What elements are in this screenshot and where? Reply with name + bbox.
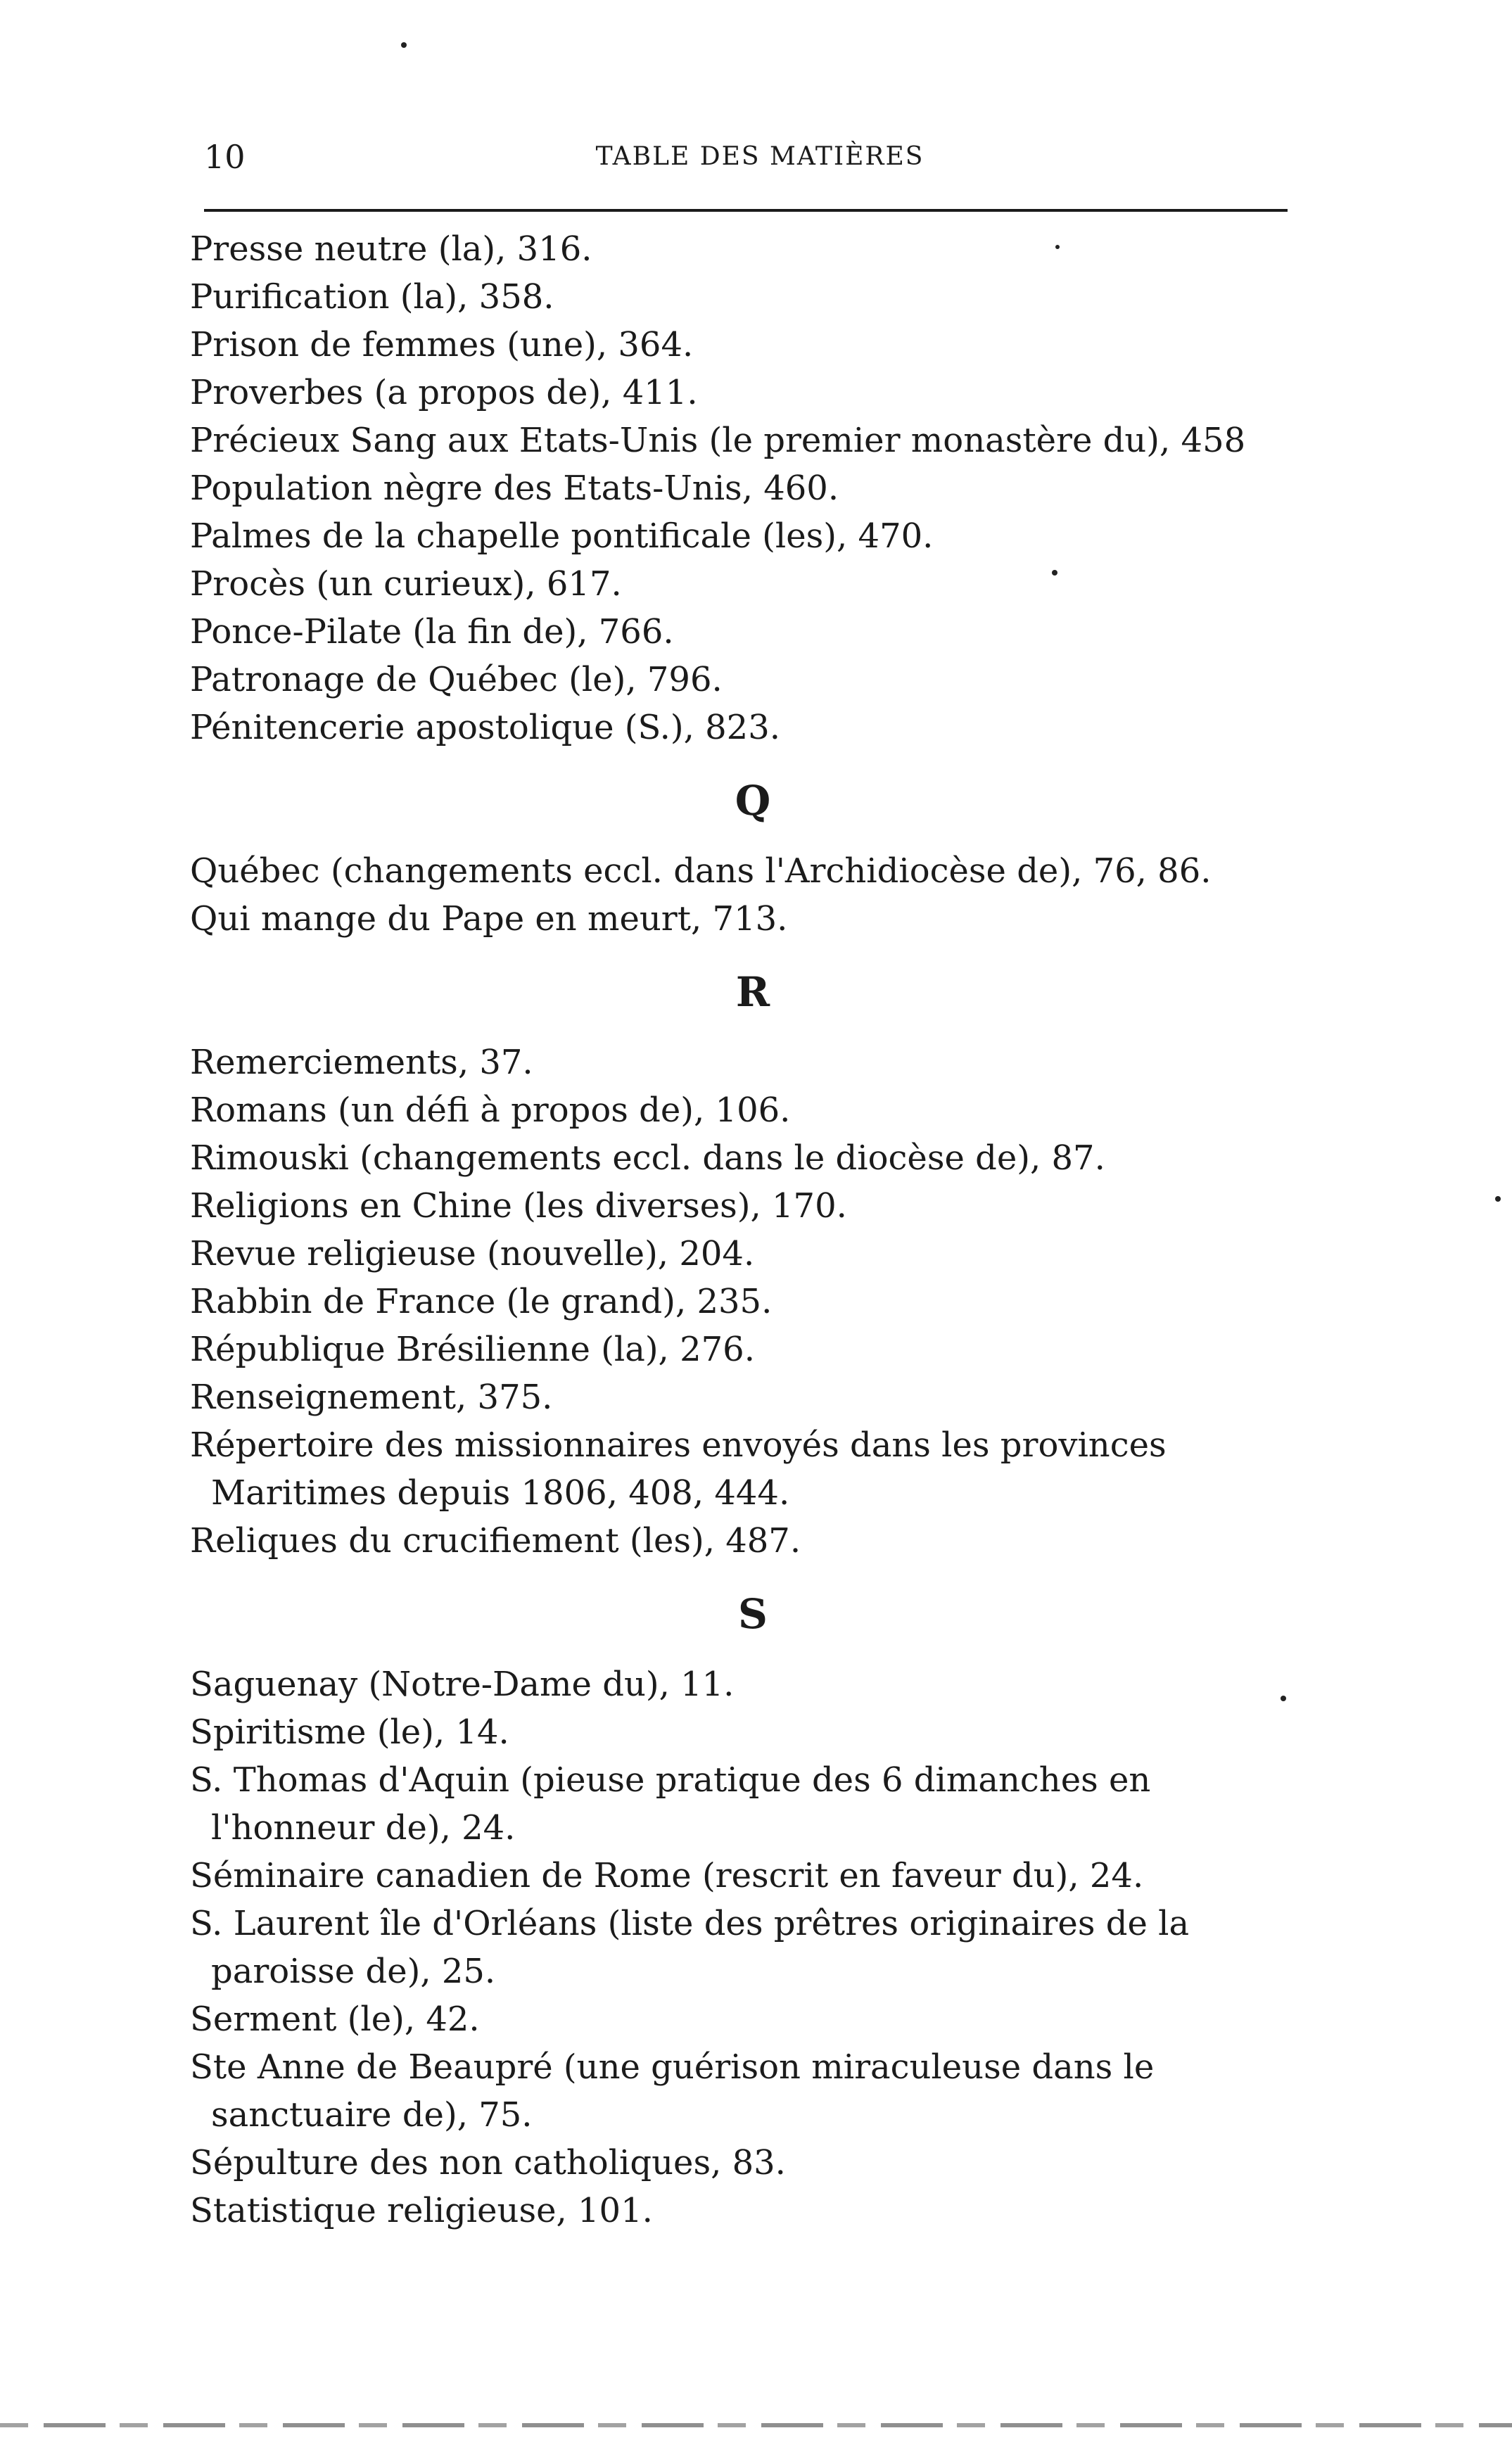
header-rule	[204, 209, 1288, 212]
index-entry: Procès (un curieux), 617.	[190, 564, 622, 604]
index-entry: S. Laurent île d'Orléans (liste des prêtres originaires de la paroisse de), 25.	[190, 1904, 1190, 1991]
index-entry: Population nègre des Etats-Unis, 460.	[190, 469, 839, 508]
index-entry: Statistique religieuse, 101.	[190, 2191, 653, 2230]
index-entry: Religions en Chine (les diverses), 170.	[190, 1186, 847, 1226]
speck	[1281, 1696, 1286, 1701]
scan-edge-noise	[0, 2423, 1512, 2427]
speck	[1052, 570, 1057, 576]
index-entry: Renseignement, 375.	[190, 1378, 553, 1417]
index-entry: Purification (la), 358.	[190, 277, 554, 317]
index-entry: République Brésilienne (la), 276.	[190, 1330, 755, 1369]
index-entry: Reliques du crucifiement (les), 487.	[190, 1521, 801, 1561]
index-entry: Répertoire des missionnaires envoyés dans les provinces Maritimes depuis 1806, 408, 444.	[190, 1425, 1167, 1513]
index-entry: Remerciements, 37.	[190, 1043, 533, 1082]
section-letter-q: Q	[735, 777, 771, 825]
running-title: TABLE DES MATIÈRES	[595, 142, 925, 171]
index-entry: Proverbes (a propos de), 411.	[190, 373, 698, 412]
index-entry: Rabbin de France (le grand), 235.	[190, 1282, 773, 1321]
section-p	[190, 225, 1316, 751]
section-q	[190, 765, 1316, 943]
index-entry: Sépulture des non catholiques, 83.	[190, 2143, 786, 2182]
speck	[401, 42, 407, 48]
section-s	[190, 1579, 1316, 2235]
index-entry: Québec (changements eccl. dans l'Archidiocèse de), 76, 86.	[190, 851, 1212, 891]
speck	[1495, 1196, 1501, 1202]
index-entry: Palmes de la chapelle pontificale (les), 470.	[190, 516, 934, 556]
index-entry: S. Thomas d'Aquin (pieuse pratique des 6 dimanches en l'honneur de), 24.	[190, 1760, 1151, 1848]
index-entry: Ste Anne de Beaupré (une guérison miraculeuse dans le sanctuaire de), 75.	[190, 2047, 1155, 2135]
section-r	[190, 957, 1316, 1565]
index-entry: Prison de femmes (une), 364.	[190, 325, 694, 364]
index-entry: Qui mange du Pape en meurt, 713.	[190, 899, 788, 939]
speck	[1055, 245, 1060, 249]
index-entry: Pénitencerie apostolique (S.), 823.	[190, 708, 781, 747]
index-entry: Romans (un défi à propos de), 106.	[190, 1091, 791, 1130]
index-entry: Revue religieuse (nouvelle), 204.	[190, 1234, 755, 1273]
page-header	[204, 132, 1288, 182]
section-letter-r: R	[735, 968, 770, 1016]
page-number: 10	[204, 138, 246, 176]
index-entry: Séminaire canadien de Rome (rescrit en faveur du), 24.	[190, 1856, 1144, 1895]
index-entry: Spiritisme (le), 14.	[190, 1713, 509, 1752]
index-list	[190, 225, 1316, 2235]
index-entry: Saguenay (Notre-Dame du), 11.	[190, 1665, 735, 1704]
section-letter-s: S	[738, 1590, 768, 1638]
index-entry: Presse neutre (la), 316.	[190, 229, 592, 269]
index-entry: Rimouski (changements eccl. dans le diocèse de), 87.	[190, 1138, 1105, 1178]
index-entry: Serment (le), 42.	[190, 2000, 480, 2039]
index-entry: Ponce-Pilate (la fin de), 766.	[190, 612, 674, 652]
index-entry: Patronage de Québec (le), 796.	[190, 660, 723, 699]
index-entry: Précieux Sang aux Etats-Unis (le premier monastère du), 458	[190, 421, 1246, 460]
